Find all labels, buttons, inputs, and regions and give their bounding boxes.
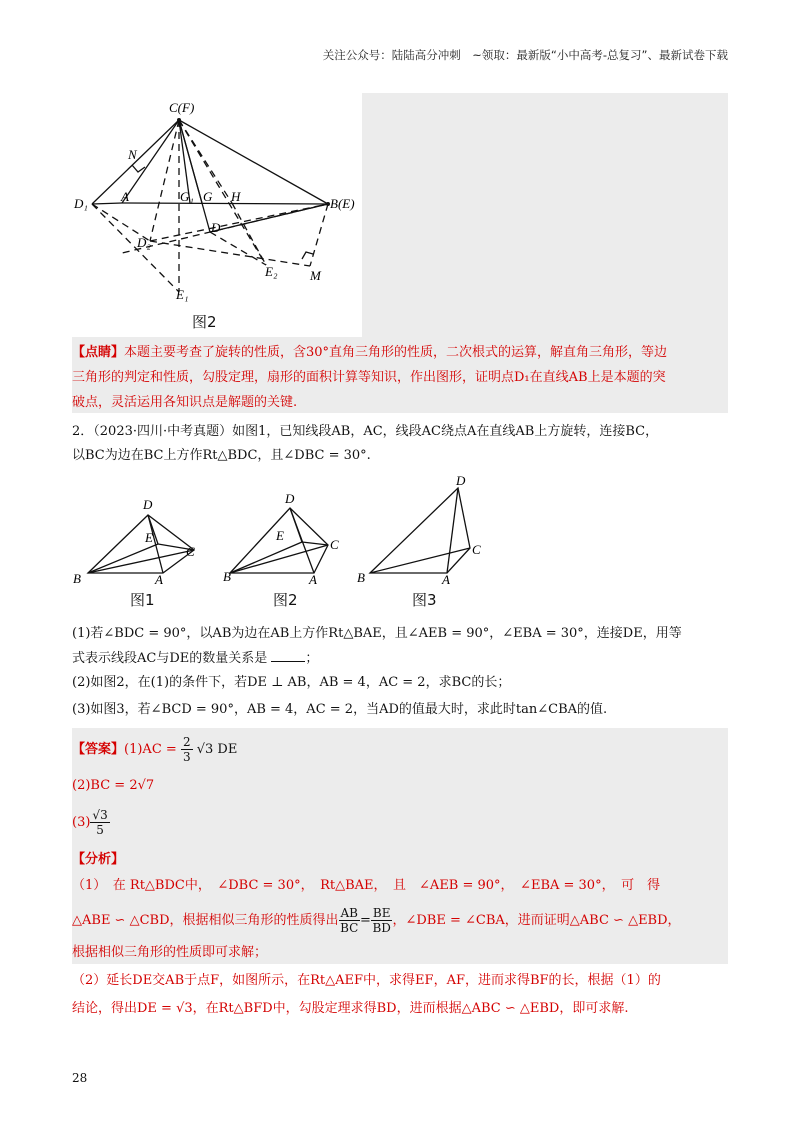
analysis-tag: 【分析】: [72, 852, 125, 867]
analysis-p1-line-3: 根据相似三角形的性质即可求解；: [72, 945, 268, 960]
label-C-F: C(F): [169, 100, 195, 115]
label-A: A: [121, 189, 129, 204]
fig2-label-D: D: [285, 491, 295, 506]
question-2: (2)如图2，在(1)的条件下，若DE ⊥ AB，AB = 4，AC = 2，求BC的长；: [72, 675, 511, 690]
figure-caption-2-top: 图2: [192, 313, 217, 331]
fig1-label-D: D: [143, 497, 153, 512]
label-D2: D₂: [137, 235, 151, 250]
problem-figures: [70, 470, 510, 590]
label-M: M: [310, 268, 321, 283]
label-D1: D₁: [74, 196, 88, 211]
fig2-label-A: A: [309, 572, 317, 587]
page-number: 28: [72, 1071, 88, 1085]
fig1-label-A: A: [155, 572, 163, 587]
remark-shade-figure: [362, 93, 728, 337]
figure-caption-3: 图3: [412, 591, 437, 609]
fig1-label-B: B: [73, 571, 81, 586]
analysis-p1-line-2: △ABE ∽ △CBD，根据相似三角形的性质得出 $\frac{AB}{BC}$ = $\frac{BE}{BD}$ ，∠DBE = ∠CBA，进而证明△ABC ∽ △EBD，: [72, 906, 681, 935]
answer-line-1: 【答案】(1)AC = $\frac{2}{3}$ √3 DE: [72, 735, 238, 764]
question-1-line-2: 式表示线段AC与DE的数量关系是 ；: [72, 651, 319, 666]
fig3-label-D: D: [456, 473, 466, 488]
remark-line-3: 破点，灵活运用各知识点是解题的关键.: [72, 395, 298, 410]
label-N: N: [128, 147, 137, 162]
problem-line-1: 2．（2023·四川·中考真题）如图1，已知线段AB，AC，线段AC绕点A在直线AB上方旋转，连接BC，: [72, 424, 659, 439]
fig3-label-A: A: [442, 572, 450, 587]
question-3: (3)如图3，若∠BCD = 90°，AB = 4，AC = 2，当AD的值最大时，求此时tan∠CBA的值.: [72, 702, 608, 717]
answer-line-3: (3) $\frac{√3}{5}$: [72, 808, 108, 837]
label-E1: E₁: [176, 287, 189, 302]
analysis-p2-line-2: 结论，得出DE = √3，在Rt△BFD中，勾股定理求得BD，进而根据△ABC ∽ △EBD，即可求解.: [72, 1001, 629, 1016]
fig2-label-E: E: [276, 528, 284, 543]
analysis-p2-line-1: （2）延长DE交AB于点F，如图所示，在Rt△AEF中，求得EF，AF，进而求得BF的长，根据（1）的: [72, 973, 661, 988]
problem-line-2: 以BC为边在BC上方作Rt△BDC，且∠DBC = 30°.: [72, 448, 371, 463]
answer-blank: [271, 649, 305, 662]
remark-line-1: 【点睛】本题主要考查了旋转的性质，含30°直角三角形的性质，二次根式的运算，解直角三角形，等边: [72, 345, 668, 360]
rotation-figure: [72, 93, 362, 333]
question-1-line-1: (1)若∠BDC = 90°，以AB为边在AB上方作Rt△BAE，且∠AEB = 90°，∠EBA = 30°，连接DE，用等: [72, 626, 682, 641]
label-H: H: [231, 189, 241, 204]
answer-line-2: (2)BC = 2√7: [72, 778, 155, 793]
fig2-label-C: C: [330, 537, 339, 552]
figure-caption-1: 图1: [130, 591, 155, 609]
label-D: D: [211, 220, 221, 235]
analysis-p1-line-1: （1） 在 Rt△BDC中， ∠DBC = 30°， Rt△BAE， 且 ∠AEB = 90°， ∠EBA = 30°， 可 得: [72, 878, 661, 893]
label-B-E: B(E): [330, 196, 355, 211]
page-header: 关注公众号：陆陆高分冲刺 ~领取：最新版“小中高考-总复习”、最新试卷下载: [322, 48, 728, 62]
answer-tag: 【答案】: [72, 742, 125, 757]
fig2-label-B: B: [223, 569, 231, 584]
remark-line-2: 三角形的判定和性质，勾股定理，扇形的面积计算等知识，作出图形，证明点D₁在直线AB上是本题的突: [72, 370, 666, 385]
fig3-label-C: C: [472, 542, 481, 557]
label-G1: G₁: [180, 189, 194, 204]
remark-tag: 【点睛】: [72, 345, 125, 360]
figure-caption-2: 图2: [273, 591, 298, 609]
fig3-label-B: B: [357, 570, 365, 585]
label-E2: E₂: [265, 264, 278, 279]
fig1-label-E: E: [145, 530, 153, 545]
fig1-label-C: C: [186, 544, 195, 559]
label-G: G: [203, 189, 213, 204]
